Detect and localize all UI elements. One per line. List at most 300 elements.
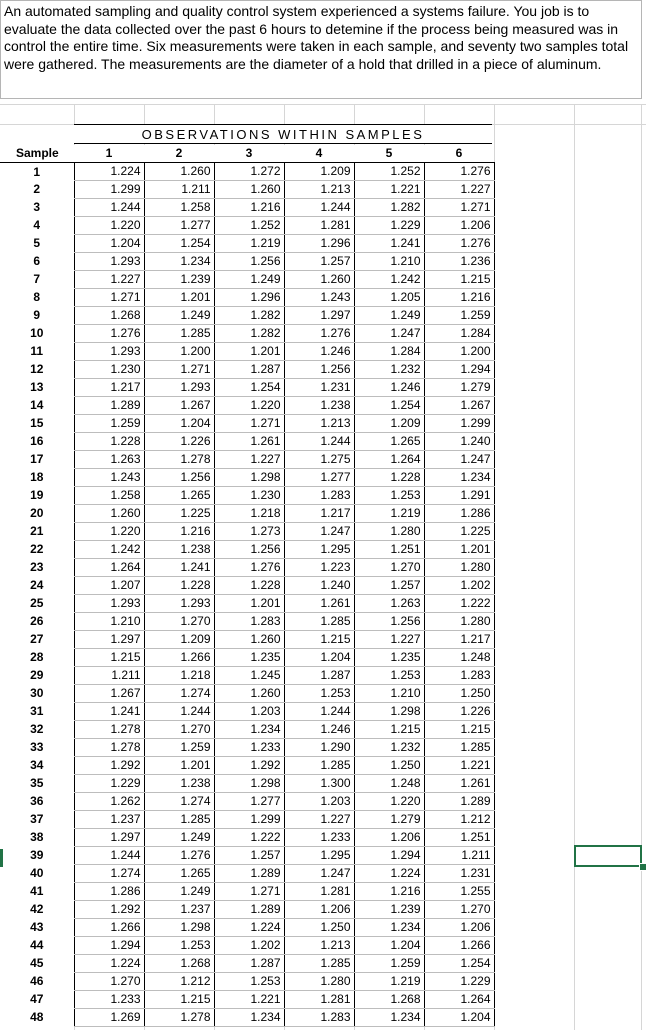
observation-cell[interactable]: 1.260 <box>214 181 284 199</box>
observation-cell[interactable]: 1.209 <box>144 631 214 649</box>
observation-cell[interactable]: 1.268 <box>74 307 144 325</box>
observation-cell[interactable]: 1.273 <box>214 523 284 541</box>
sample-number-cell[interactable]: 40 <box>0 865 74 883</box>
observation-cell[interactable]: 1.278 <box>74 721 144 739</box>
observation-cell[interactable]: 1.206 <box>354 829 424 847</box>
observation-cell[interactable]: 1.261 <box>284 595 354 613</box>
sample-number-cell[interactable]: 42 <box>0 901 74 919</box>
observation-cell[interactable]: 1.276 <box>284 325 354 343</box>
observation-cell[interactable]: 1.265 <box>144 865 214 883</box>
observation-cell[interactable]: 1.244 <box>144 703 214 721</box>
observation-cell[interactable]: 1.267 <box>424 397 494 415</box>
observation-cell[interactable]: 1.237 <box>144 901 214 919</box>
observation-cell[interactable]: 1.230 <box>74 361 144 379</box>
observation-cell[interactable]: 1.280 <box>424 559 494 577</box>
observation-cell[interactable]: 1.215 <box>354 721 424 739</box>
observation-cell[interactable]: 1.269 <box>74 1009 144 1027</box>
observation-cell[interactable]: 1.258 <box>74 487 144 505</box>
observation-cell[interactable]: 1.285 <box>284 613 354 631</box>
observation-cell[interactable]: 1.289 <box>214 865 284 883</box>
observation-cell[interactable]: 1.294 <box>354 847 424 865</box>
observation-cell[interactable]: 1.200 <box>144 343 214 361</box>
observation-cell[interactable]: 1.293 <box>74 343 144 361</box>
observation-cell[interactable]: 1.240 <box>424 433 494 451</box>
observation-cell[interactable]: 1.223 <box>284 559 354 577</box>
sample-number-cell[interactable]: 7 <box>0 271 74 289</box>
observation-cell[interactable]: 1.294 <box>74 937 144 955</box>
observation-cell[interactable]: 1.298 <box>144 919 214 937</box>
observation-cell[interactable]: 1.204 <box>74 235 144 253</box>
header-obs-2[interactable]: 2 <box>144 145 214 163</box>
sample-number-cell[interactable]: 37 <box>0 811 74 829</box>
observation-cell[interactable]: 1.271 <box>214 415 284 433</box>
sample-number-cell[interactable]: 15 <box>0 415 74 433</box>
observation-cell[interactable]: 1.241 <box>354 235 424 253</box>
observation-cell[interactable]: 1.234 <box>354 919 424 937</box>
observation-cell[interactable]: 1.275 <box>284 451 354 469</box>
observation-cell[interactable]: 1.227 <box>354 631 424 649</box>
observation-cell[interactable]: 1.271 <box>214 883 284 901</box>
observation-cell[interactable]: 1.263 <box>74 451 144 469</box>
observation-cell[interactable]: 1.206 <box>424 919 494 937</box>
observation-cell[interactable]: 1.259 <box>74 415 144 433</box>
observation-cell[interactable]: 1.213 <box>284 415 354 433</box>
observation-cell[interactable]: 1.234 <box>214 1009 284 1027</box>
observation-cell[interactable]: 1.281 <box>284 991 354 1009</box>
observation-cell[interactable]: 1.211 <box>144 181 214 199</box>
sample-number-cell[interactable]: 46 <box>0 973 74 991</box>
observation-cell[interactable]: 1.230 <box>214 487 284 505</box>
sample-number-cell[interactable]: 47 <box>0 991 74 1009</box>
observation-cell[interactable]: 1.217 <box>74 379 144 397</box>
observation-cell[interactable]: 1.261 <box>424 775 494 793</box>
observation-cell[interactable]: 1.249 <box>144 829 214 847</box>
observation-cell[interactable]: 1.277 <box>284 469 354 487</box>
observation-cell[interactable]: 1.256 <box>354 613 424 631</box>
observation-cell[interactable]: 1.216 <box>144 523 214 541</box>
sample-number-cell[interactable]: 20 <box>0 505 74 523</box>
observation-cell[interactable]: 1.299 <box>424 415 494 433</box>
observation-cell[interactable]: 1.281 <box>284 883 354 901</box>
observation-cell[interactable]: 1.218 <box>214 505 284 523</box>
observation-cell[interactable]: 1.298 <box>214 775 284 793</box>
observation-cell[interactable]: 1.234 <box>214 721 284 739</box>
observation-cell[interactable]: 1.212 <box>424 811 494 829</box>
observation-cell[interactable]: 1.216 <box>354 883 424 901</box>
observation-cell[interactable]: 1.241 <box>144 559 214 577</box>
observation-cell[interactable]: 1.249 <box>354 307 424 325</box>
observation-cell[interactable]: 1.216 <box>214 199 284 217</box>
observation-cell[interactable]: 1.213 <box>284 937 354 955</box>
observation-cell[interactable]: 1.253 <box>354 487 424 505</box>
observation-cell[interactable]: 1.260 <box>214 685 284 703</box>
observation-cell[interactable]: 1.244 <box>74 847 144 865</box>
observation-cell[interactable]: 1.256 <box>214 541 284 559</box>
observation-cell[interactable]: 1.265 <box>354 433 424 451</box>
observation-cell[interactable]: 1.283 <box>214 613 284 631</box>
observation-cell[interactable]: 1.250 <box>284 919 354 937</box>
observation-cell[interactable]: 1.280 <box>284 973 354 991</box>
observation-cell[interactable]: 1.219 <box>214 235 284 253</box>
sample-number-cell[interactable]: 27 <box>0 631 74 649</box>
observation-cell[interactable]: 1.257 <box>214 847 284 865</box>
observation-cell[interactable]: 1.211 <box>424 847 494 865</box>
observation-cell[interactable]: 1.218 <box>144 667 214 685</box>
observation-cell[interactable]: 1.239 <box>144 271 214 289</box>
observation-cell[interactable]: 1.265 <box>144 487 214 505</box>
observation-cell[interactable]: 1.241 <box>74 703 144 721</box>
observation-cell[interactable]: 1.253 <box>354 667 424 685</box>
observation-cell[interactable]: 1.228 <box>214 577 284 595</box>
observation-cell[interactable]: 1.224 <box>74 955 144 973</box>
observation-cell[interactable]: 1.231 <box>424 865 494 883</box>
observation-cell[interactable]: 1.279 <box>354 811 424 829</box>
observation-cell[interactable]: 1.282 <box>214 325 284 343</box>
observation-cell[interactable]: 1.213 <box>284 181 354 199</box>
observation-cell[interactable]: 1.289 <box>424 793 494 811</box>
observation-cell[interactable]: 1.270 <box>74 973 144 991</box>
observation-cell[interactable]: 1.203 <box>284 793 354 811</box>
observation-cell[interactable]: 1.285 <box>144 325 214 343</box>
observation-cell[interactable]: 1.246 <box>354 379 424 397</box>
observation-cell[interactable]: 1.215 <box>284 631 354 649</box>
sample-number-cell[interactable]: 32 <box>0 721 74 739</box>
observation-cell[interactable]: 1.238 <box>144 541 214 559</box>
observation-cell[interactable]: 1.206 <box>284 901 354 919</box>
observation-cell[interactable]: 1.253 <box>214 973 284 991</box>
observation-cell[interactable]: 1.284 <box>424 325 494 343</box>
observation-cell[interactable]: 1.282 <box>354 199 424 217</box>
observation-cell[interactable]: 1.267 <box>144 397 214 415</box>
observation-cell[interactable]: 1.249 <box>144 883 214 901</box>
observation-cell[interactable]: 1.287 <box>214 361 284 379</box>
header-sample[interactable]: Sample <box>0 145 74 163</box>
sample-number-cell[interactable]: 29 <box>0 667 74 685</box>
observation-cell[interactable]: 1.201 <box>214 595 284 613</box>
observation-cell[interactable]: 1.221 <box>354 181 424 199</box>
observation-cell[interactable]: 1.278 <box>144 451 214 469</box>
observation-cell[interactable]: 1.205 <box>354 289 424 307</box>
observation-cell[interactable]: 1.266 <box>74 919 144 937</box>
observation-cell[interactable]: 1.212 <box>144 973 214 991</box>
sample-number-cell[interactable]: 33 <box>0 739 74 757</box>
observation-cell[interactable]: 1.220 <box>74 217 144 235</box>
observation-cell[interactable]: 1.260 <box>144 163 214 181</box>
observation-cell[interactable]: 1.296 <box>284 235 354 253</box>
observation-cell[interactable]: 1.201 <box>424 541 494 559</box>
observation-cell[interactable]: 1.274 <box>144 793 214 811</box>
observation-cell[interactable]: 1.276 <box>144 847 214 865</box>
observation-cell[interactable]: 1.298 <box>354 703 424 721</box>
observation-cell[interactable]: 1.225 <box>424 523 494 541</box>
observation-cell[interactable]: 1.246 <box>284 721 354 739</box>
observation-cell[interactable]: 1.253 <box>284 685 354 703</box>
observation-cell[interactable]: 1.227 <box>214 451 284 469</box>
observation-cell[interactable]: 1.271 <box>424 199 494 217</box>
observation-cell[interactable]: 1.215 <box>144 991 214 1009</box>
observation-cell[interactable]: 1.234 <box>424 469 494 487</box>
sample-number-cell[interactable]: 26 <box>0 613 74 631</box>
observation-cell[interactable]: 1.250 <box>354 757 424 775</box>
observation-cell[interactable]: 1.224 <box>214 919 284 937</box>
observation-cell[interactable]: 1.227 <box>74 271 144 289</box>
observation-cell[interactable]: 1.235 <box>354 649 424 667</box>
observation-cell[interactable]: 1.233 <box>214 739 284 757</box>
sample-number-cell[interactable]: 2 <box>0 181 74 199</box>
observation-cell[interactable]: 1.267 <box>74 685 144 703</box>
observation-cell[interactable]: 1.283 <box>284 1009 354 1027</box>
observation-cell[interactable]: 1.252 <box>214 217 284 235</box>
selected-cell[interactable] <box>574 845 642 867</box>
sample-number-cell[interactable]: 18 <box>0 469 74 487</box>
observation-cell[interactable]: 1.293 <box>74 595 144 613</box>
observation-cell[interactable]: 1.217 <box>424 631 494 649</box>
observation-cell[interactable]: 1.278 <box>144 1009 214 1027</box>
sample-number-cell[interactable]: 41 <box>0 883 74 901</box>
observation-cell[interactable]: 1.201 <box>144 289 214 307</box>
observation-cell[interactable]: 1.268 <box>144 955 214 973</box>
observation-cell[interactable]: 1.295 <box>284 847 354 865</box>
observation-cell[interactable]: 1.215 <box>424 721 494 739</box>
observation-cell[interactable]: 1.247 <box>284 865 354 883</box>
observation-cell[interactable]: 1.297 <box>74 829 144 847</box>
sample-number-cell[interactable]: 14 <box>0 397 74 415</box>
observation-cell[interactable]: 1.264 <box>424 991 494 1009</box>
observation-cell[interactable]: 1.285 <box>284 757 354 775</box>
sample-number-cell[interactable]: 28 <box>0 649 74 667</box>
observation-cell[interactable]: 1.282 <box>214 307 284 325</box>
observation-cell[interactable]: 1.257 <box>284 253 354 271</box>
observation-cell[interactable]: 1.242 <box>354 271 424 289</box>
observation-cell[interactable]: 1.234 <box>144 253 214 271</box>
observation-cell[interactable]: 1.233 <box>284 829 354 847</box>
observation-cell[interactable]: 1.220 <box>214 397 284 415</box>
observation-cell[interactable]: 1.226 <box>144 433 214 451</box>
observation-cell[interactable]: 1.268 <box>354 991 424 1009</box>
observation-cell[interactable]: 1.255 <box>424 883 494 901</box>
sample-number-cell[interactable]: 3 <box>0 199 74 217</box>
sample-number-cell[interactable]: 43 <box>0 919 74 937</box>
observation-cell[interactable]: 1.254 <box>424 955 494 973</box>
observation-cell[interactable]: 1.224 <box>354 865 424 883</box>
observation-cell[interactable]: 1.254 <box>144 235 214 253</box>
observation-cell[interactable]: 1.292 <box>74 757 144 775</box>
observation-cell[interactable]: 1.236 <box>424 253 494 271</box>
sample-number-cell[interactable]: 45 <box>0 955 74 973</box>
observation-cell[interactable]: 1.289 <box>74 397 144 415</box>
observation-cell[interactable]: 1.266 <box>424 937 494 955</box>
observation-cell[interactable]: 1.253 <box>144 937 214 955</box>
observation-cell[interactable]: 1.276 <box>424 235 494 253</box>
sample-number-cell[interactable]: 19 <box>0 487 74 505</box>
observation-cell[interactable]: 1.249 <box>214 271 284 289</box>
observation-cell[interactable]: 1.283 <box>284 487 354 505</box>
observation-cell[interactable]: 1.201 <box>144 757 214 775</box>
observation-cell[interactable]: 1.246 <box>284 343 354 361</box>
observation-cell[interactable]: 1.244 <box>284 703 354 721</box>
observation-cell[interactable]: 1.294 <box>424 361 494 379</box>
observation-cell[interactable]: 1.204 <box>424 1009 494 1027</box>
sample-number-cell[interactable]: 13 <box>0 379 74 397</box>
observation-cell[interactable]: 1.270 <box>144 613 214 631</box>
observation-cell[interactable]: 1.285 <box>144 811 214 829</box>
observation-cell[interactable]: 1.289 <box>214 901 284 919</box>
sample-number-cell[interactable]: 21 <box>0 523 74 541</box>
observation-cell[interactable]: 1.271 <box>74 289 144 307</box>
sample-number-cell[interactable]: 8 <box>0 289 74 307</box>
fill-handle[interactable] <box>639 863 646 871</box>
observation-cell[interactable]: 1.228 <box>74 433 144 451</box>
observation-cell[interactable]: 1.229 <box>354 217 424 235</box>
sample-number-cell[interactable]: 25 <box>0 595 74 613</box>
observation-cell[interactable]: 1.215 <box>74 649 144 667</box>
observation-cell[interactable]: 1.232 <box>354 361 424 379</box>
observation-cell[interactable]: 1.248 <box>424 649 494 667</box>
observation-cell[interactable]: 1.293 <box>144 595 214 613</box>
observation-cell[interactable]: 1.229 <box>74 775 144 793</box>
observation-cell[interactable]: 1.256 <box>214 253 284 271</box>
observation-cell[interactable]: 1.277 <box>144 217 214 235</box>
observation-cell[interactable]: 1.261 <box>214 433 284 451</box>
observation-cell[interactable]: 1.243 <box>284 289 354 307</box>
observation-cell[interactable]: 1.202 <box>214 937 284 955</box>
observation-cell[interactable]: 1.237 <box>74 811 144 829</box>
observation-cell[interactable]: 1.243 <box>74 469 144 487</box>
sample-number-cell[interactable]: 48 <box>0 1009 74 1027</box>
observation-cell[interactable]: 1.297 <box>284 307 354 325</box>
observation-cell[interactable]: 1.242 <box>74 541 144 559</box>
observation-cell[interactable]: 1.228 <box>354 469 424 487</box>
observation-cell[interactable]: 1.227 <box>424 181 494 199</box>
observation-cell[interactable]: 1.264 <box>354 451 424 469</box>
observation-cell[interactable]: 1.274 <box>144 685 214 703</box>
observation-cell[interactable]: 1.248 <box>354 775 424 793</box>
observation-cell[interactable]: 1.247 <box>284 523 354 541</box>
observation-cell[interactable]: 1.292 <box>74 901 144 919</box>
observation-cell[interactable]: 1.295 <box>284 541 354 559</box>
observation-cell[interactable]: 1.204 <box>354 937 424 955</box>
observation-cell[interactable]: 1.262 <box>74 793 144 811</box>
observation-cell[interactable]: 1.297 <box>74 631 144 649</box>
observation-cell[interactable]: 1.219 <box>354 973 424 991</box>
observation-cell[interactable]: 1.226 <box>424 703 494 721</box>
observation-cell[interactable]: 1.239 <box>354 901 424 919</box>
observation-cell[interactable]: 1.210 <box>74 613 144 631</box>
observation-cell[interactable]: 1.210 <box>354 253 424 271</box>
header-obs-5[interactable]: 5 <box>354 145 424 163</box>
sample-number-cell[interactable]: 4 <box>0 217 74 235</box>
observation-cell[interactable]: 1.249 <box>144 307 214 325</box>
observation-cell[interactable]: 1.244 <box>284 199 354 217</box>
sample-number-cell[interactable]: 10 <box>0 325 74 343</box>
observation-cell[interactable]: 1.284 <box>354 343 424 361</box>
sample-number-cell[interactable]: 44 <box>0 937 74 955</box>
observation-cell[interactable]: 1.216 <box>424 289 494 307</box>
sample-number-cell[interactable]: 23 <box>0 559 74 577</box>
observation-cell[interactable]: 1.244 <box>74 199 144 217</box>
observation-cell[interactable]: 1.287 <box>214 955 284 973</box>
observation-cell[interactable]: 1.247 <box>354 325 424 343</box>
observation-cell[interactable]: 1.251 <box>354 541 424 559</box>
observation-cell[interactable]: 1.234 <box>354 1009 424 1027</box>
sample-number-cell[interactable]: 34 <box>0 757 74 775</box>
observation-cell[interactable]: 1.271 <box>144 361 214 379</box>
observation-cell[interactable]: 1.250 <box>424 685 494 703</box>
sample-number-cell[interactable]: 35 <box>0 775 74 793</box>
observation-cell[interactable]: 1.293 <box>74 253 144 271</box>
observation-cell[interactable]: 1.278 <box>74 739 144 757</box>
observation-cell[interactable]: 1.259 <box>354 955 424 973</box>
observation-cell[interactable]: 1.258 <box>144 199 214 217</box>
observation-cell[interactable]: 1.221 <box>424 757 494 775</box>
observation-cell[interactable]: 1.217 <box>284 505 354 523</box>
observation-cell[interactable]: 1.209 <box>354 415 424 433</box>
observation-cell[interactable]: 1.300 <box>284 775 354 793</box>
observation-cell[interactable]: 1.270 <box>144 721 214 739</box>
sample-number-cell[interactable]: 24 <box>0 577 74 595</box>
observation-cell[interactable]: 1.263 <box>354 595 424 613</box>
observation-cell[interactable]: 1.252 <box>354 163 424 181</box>
observation-cell[interactable]: 1.257 <box>354 577 424 595</box>
sample-number-cell[interactable]: 17 <box>0 451 74 469</box>
observation-cell[interactable]: 1.270 <box>424 901 494 919</box>
observation-cell[interactable]: 1.232 <box>354 739 424 757</box>
sample-number-cell[interactable]: 16 <box>0 433 74 451</box>
observation-cell[interactable]: 1.285 <box>284 955 354 973</box>
observation-cell[interactable]: 1.225 <box>144 505 214 523</box>
observation-cell[interactable]: 1.260 <box>214 631 284 649</box>
observation-cell[interactable]: 1.299 <box>214 811 284 829</box>
header-obs-4[interactable]: 4 <box>284 145 354 163</box>
observation-cell[interactable]: 1.276 <box>74 325 144 343</box>
header-obs-3[interactable]: 3 <box>214 145 284 163</box>
observation-cell[interactable]: 1.276 <box>424 163 494 181</box>
observation-cell[interactable]: 1.203 <box>214 703 284 721</box>
sample-number-cell[interactable]: 36 <box>0 793 74 811</box>
observation-cell[interactable]: 1.290 <box>284 739 354 757</box>
observation-cell[interactable]: 1.210 <box>354 685 424 703</box>
observation-cell[interactable]: 1.279 <box>424 379 494 397</box>
observation-cell[interactable]: 1.287 <box>284 667 354 685</box>
observation-cell[interactable]: 1.274 <box>74 865 144 883</box>
observation-cell[interactable]: 1.219 <box>354 505 424 523</box>
observation-cell[interactable]: 1.256 <box>144 469 214 487</box>
observation-cell[interactable]: 1.264 <box>74 559 144 577</box>
observation-cell[interactable]: 1.293 <box>144 379 214 397</box>
observation-cell[interactable]: 1.266 <box>144 649 214 667</box>
observation-cell[interactable]: 1.260 <box>74 505 144 523</box>
observation-cell[interactable]: 1.298 <box>214 469 284 487</box>
sample-number-cell[interactable]: 31 <box>0 703 74 721</box>
observation-cell[interactable]: 1.272 <box>214 163 284 181</box>
observation-cell[interactable]: 1.201 <box>214 343 284 361</box>
observation-cell[interactable]: 1.228 <box>144 577 214 595</box>
observation-cell[interactable]: 1.221 <box>214 991 284 1009</box>
observation-cell[interactable]: 1.211 <box>74 667 144 685</box>
observation-cell[interactable]: 1.227 <box>284 811 354 829</box>
sample-number-cell[interactable]: 5 <box>0 235 74 253</box>
observation-cell[interactable]: 1.292 <box>214 757 284 775</box>
sample-number-cell[interactable]: 12 <box>0 361 74 379</box>
observation-cell[interactable]: 1.277 <box>214 793 284 811</box>
observation-cell[interactable]: 1.245 <box>214 667 284 685</box>
sample-number-cell[interactable]: 6 <box>0 253 74 271</box>
observation-cell[interactable]: 1.254 <box>354 397 424 415</box>
observation-cell[interactable]: 1.240 <box>284 577 354 595</box>
observation-cell[interactable]: 1.220 <box>354 793 424 811</box>
observation-cell[interactable]: 1.207 <box>74 577 144 595</box>
observation-cell[interactable]: 1.283 <box>424 667 494 685</box>
